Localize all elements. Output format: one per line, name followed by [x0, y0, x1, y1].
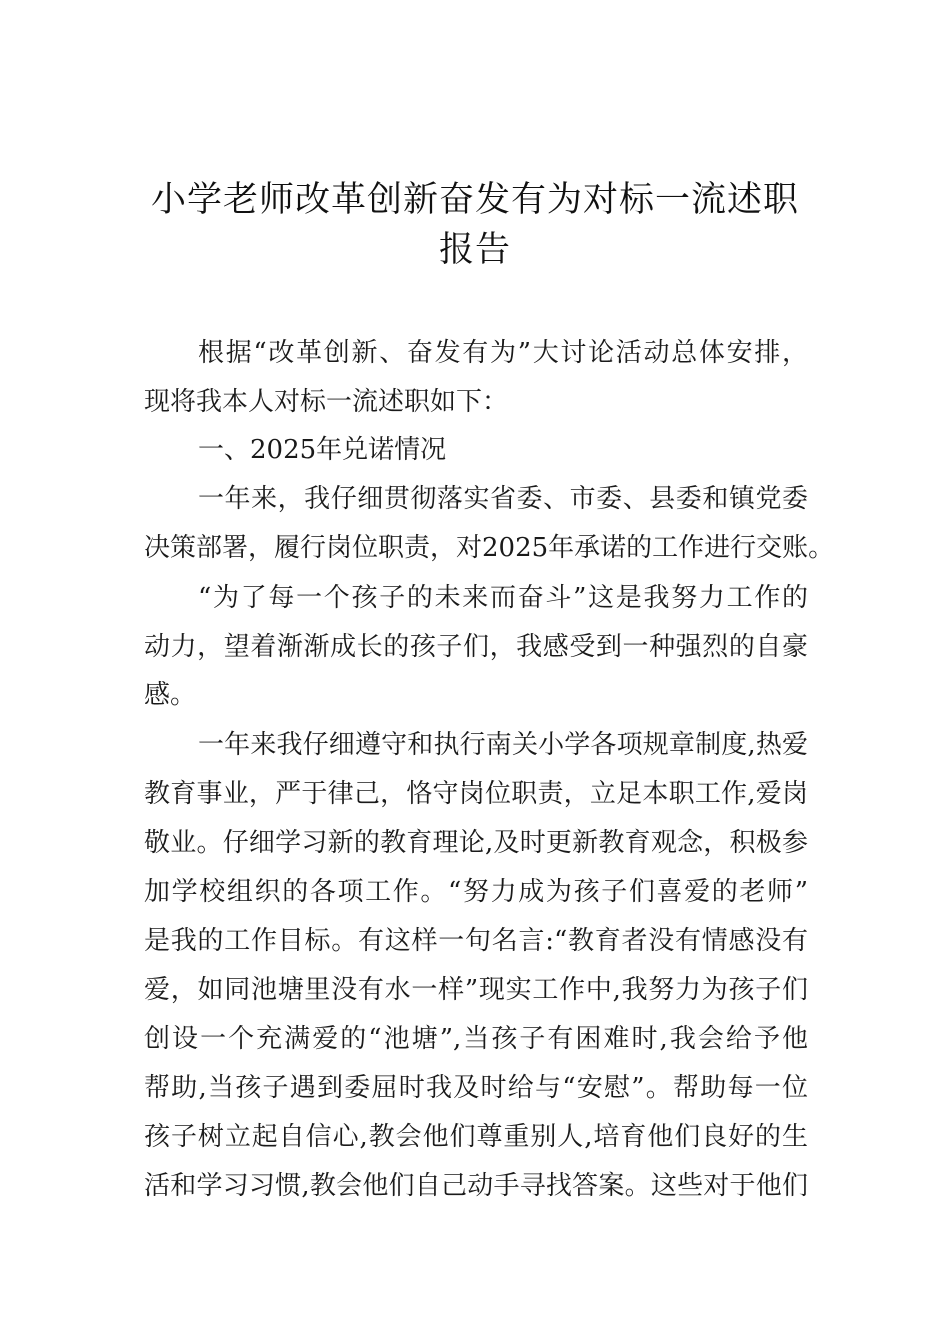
paragraph-line: 爱，如同池塘里没有水一样”现实工作中,我努力为孩子们: [144, 975, 808, 1005]
paragraph-line: 敬业。仔细学习新的教育理论,及时更新教育观念，积极参: [144, 828, 808, 858]
document-title-line-1: 小学老师改革创新奋发有为对标一流述职: [150, 180, 799, 220]
paragraph-line: 是我的工作目标。有这样一句名言:“教育者没有情感没有: [144, 926, 808, 956]
paragraph-line: “为了每一个孩子的未来而奋斗”这是我努力工作的: [198, 583, 808, 613]
document-title-line-2: 报告: [438, 230, 511, 270]
paragraph-line: 创设一个充满爱的“池塘”,当孩子有困难时,我会给予他: [144, 1024, 808, 1054]
paragraph-line: 动力，望着渐渐成长的孩子们，我感受到一种强烈的自豪: [144, 632, 808, 662]
paragraph-line: 一年来，我仔细贯彻落实省委、市委、县委和镇党委: [198, 484, 808, 514]
paragraph-line: 加学校组织的各项工作。“努力成为孩子们喜爱的老师”: [144, 877, 808, 907]
paragraph-line: 活和学习习惯,教会他们自己动手寻找答案。这些对于他们: [144, 1171, 808, 1201]
paragraph-line: 感。: [144, 680, 197, 710]
paragraph-line: 孩子树立起自信心,教会他们尊重别人,培育他们良好的生: [144, 1122, 808, 1152]
paragraph-line: 帮助,当孩子遇到委屈时我及时给与“安慰”。帮助每一位: [144, 1073, 808, 1103]
paragraph-line: 现将我本人对标一流述职如下：: [144, 387, 509, 417]
paragraph-line: 决策部署，履行岗位职责，对2025年承诺的工作进行交账。: [144, 533, 835, 563]
paragraph-line: 一年来我仔细遵守和执行南关小学各项规章制度,热爱: [198, 730, 808, 760]
section-heading: 一、2025年兑诺情况: [198, 435, 447, 465]
paragraph-line: 根据“改革创新、奋发有为”大讨论活动总体安排，: [198, 338, 808, 368]
paragraph-line: 教育事业，严于律己，恪守岗位职责，立足本职工作,爱岗: [144, 779, 808, 809]
